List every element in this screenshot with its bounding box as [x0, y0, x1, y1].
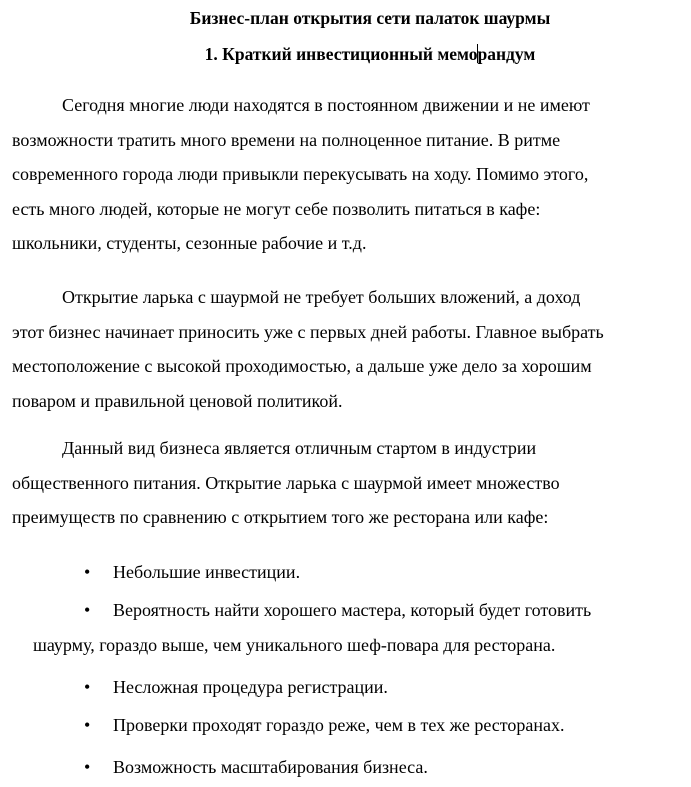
bullet-icon: • — [84, 715, 91, 735]
bullet-text: Несложная процедура регистрации. — [113, 677, 388, 697]
paragraph-1 — [12, 88, 590, 261]
heading-text-part2: рандум — [477, 44, 536, 64]
bullet-icon: • — [84, 562, 91, 582]
bullet-icon: • — [84, 600, 91, 620]
section-heading — [0, 44, 691, 65]
paragraph-line: преимуществ по сравнению с открытием того же ресторана или кафе: — [12, 507, 549, 527]
bullet-text: Проверки проходят гораздо реже, чем в тех же ресторанах. — [113, 715, 565, 735]
paragraph-line: есть много людей, которые не могут себе позволить питаться в кафе: — [12, 198, 541, 219]
paragraph-line: возможности тратить много времени на полноценное питание. В ритме — [12, 129, 561, 150]
bullet-icon: • — [84, 677, 91, 697]
paragraph-line: поваром и правильной ценовой политикой. — [12, 390, 343, 411]
paragraph-line: местоположение с высокой проходимостью, а дальше уже дело за хорошим — [12, 356, 592, 376]
heading-text-part1: 1. Краткий инвестиционный мемо — [204, 44, 478, 64]
paragraph-line: современного города люди привыкли перекусывать на ходу. Помимо этого, — [12, 164, 589, 184]
bullet-text: Возможность масштабирования бизнеса. — [113, 757, 428, 777]
bullet-text-continuation: шаурму, гораздо выше, чем уникального шеф-повара для ресторана. — [33, 634, 556, 655]
paragraph-line: школьники, студенты, сезонные рабочие и т.д. — [12, 233, 367, 253]
bullet-text: Небольшие инвестиции. — [113, 562, 301, 582]
bullet-text: Вероятность найти хорошего мастера, который будет готовить — [113, 600, 592, 620]
bullet-icon: • — [84, 757, 91, 777]
paragraph-line: Данный вид бизнеса является отличным стартом в индустрии — [62, 438, 537, 458]
paragraph-3 — [12, 431, 560, 535]
paragraph-line: Открытие ларька с шаурмой не требует больших вложений, а доход — [62, 287, 581, 307]
paragraph-line: общественного питания. Открытие ларька с шаурмой имеет множество — [12, 472, 560, 493]
paragraph-2 — [12, 280, 604, 418]
paragraph-line: Сегодня многие люди находятся в постоянном движении и не имеют — [62, 95, 590, 115]
paragraph-line: этот бизнес начинает приносить уже с первых дней работы. Главное выбрать — [12, 321, 604, 342]
document-title: Бизнес-план открытия сети палаток шаурмы — [189, 8, 551, 28]
